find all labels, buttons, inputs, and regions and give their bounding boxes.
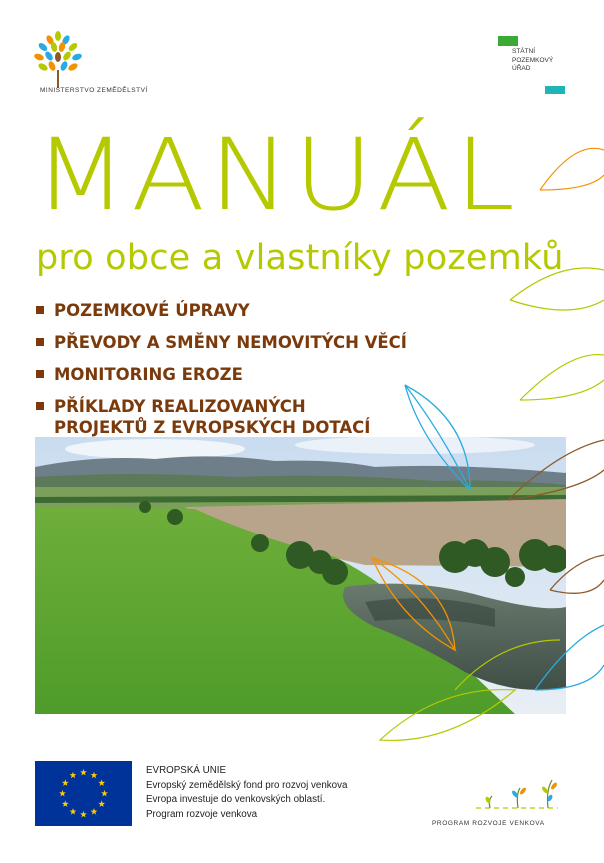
tree-icon — [28, 30, 88, 90]
topic-list — [36, 300, 456, 449]
eu-flag — [35, 761, 132, 826]
topic-label: PŘÍKLADY REALIZOVANÝCH — [54, 397, 306, 416]
eu-star-icon — [91, 772, 98, 779]
eu-star-icon — [70, 772, 77, 779]
topic-item — [36, 396, 456, 438]
spu-line-3: ÚŘAD — [512, 65, 531, 73]
topic-label: PŘEVODY A SMĚNY NEMOVITÝCH VĚCÍ — [54, 333, 407, 352]
eu-line-1: Evropský zemědělský fond pro rozvoj venkova — [146, 779, 348, 791]
leaf-outline-green — [520, 355, 604, 400]
eu-line-3: Program rozvoje venkova — [146, 808, 258, 820]
topic-label: MONITORING EROZE — [54, 365, 243, 384]
leaf-outline-green — [510, 300, 604, 310]
bullet-square-icon — [36, 306, 44, 314]
topic-label-line-2: PROJEKTŮ Z EVROPSKÝCH DOTACÍ — [54, 418, 371, 437]
bullet-square-icon — [36, 338, 44, 346]
spu-line-1: STÁTNÍ — [512, 48, 536, 55]
leaf-outline-orange — [540, 175, 604, 190]
eu-line-2: Evropa investuje do venkovských oblastí. — [146, 794, 326, 805]
page-title-text: MANUÁL — [34, 117, 519, 233]
topic-item — [36, 364, 456, 385]
bullet-square-icon — [36, 402, 44, 410]
eu-stars-icon — [35, 761, 132, 826]
eu-star-icon — [80, 811, 87, 818]
ministry-name: MINISTERSTVO ZEMĚDĚLSTVÍ — [40, 87, 148, 94]
eu-star-icon — [98, 779, 105, 786]
eu-title: EVROPSKÁ UNIE — [146, 765, 227, 776]
topic-item — [36, 332, 456, 353]
spu-teal-block — [545, 86, 565, 94]
landscape-image — [35, 437, 566, 714]
leaf-outline-green — [520, 380, 604, 400]
eu-star-icon — [91, 808, 98, 815]
spu-logo — [498, 36, 578, 100]
eu-star-icon — [62, 779, 69, 786]
prv-label: PROGRAM ROZVOJE VENKOVA — [432, 820, 545, 827]
landscape-photo — [35, 437, 566, 714]
spu-name — [512, 48, 553, 74]
leaf-outline-orange — [540, 148, 604, 190]
topic-item — [36, 300, 456, 321]
spu-green-block — [498, 36, 518, 46]
eu-star-icon — [70, 808, 77, 815]
sprout-icon — [468, 778, 568, 814]
eu-star-icon — [62, 800, 69, 807]
eu-star-icon — [101, 790, 108, 797]
eu-star-icon — [98, 800, 105, 807]
eu-star-icon — [59, 790, 66, 797]
topic-label: POZEMKOVÉ ÚPRAVY — [54, 301, 250, 320]
prv-logo — [468, 778, 568, 814]
eu-star-icon — [80, 769, 87, 776]
page-title — [34, 117, 519, 233]
page-subtitle: pro obce a vlastníky pozemků — [36, 238, 564, 278]
bullet-square-icon — [36, 370, 44, 378]
eu-funding-text — [146, 764, 347, 822]
spu-line-2: POZEMKOVÝ — [512, 56, 554, 64]
